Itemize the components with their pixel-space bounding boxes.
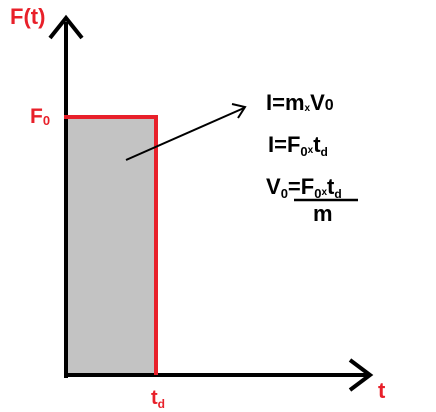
force-label-main: F [30, 105, 43, 128]
eq3-num-time: t [327, 174, 335, 199]
eq2-force-sub: 0 [300, 144, 308, 159]
eq1-velocity: V [310, 90, 325, 115]
force-label [30, 106, 50, 127]
eq2-left: I=F [268, 132, 301, 157]
force-label-sub: 0 [42, 113, 51, 128]
eq2-time: t [313, 132, 321, 157]
eq2-time-sub: d [320, 145, 328, 159]
eq1-velocity-sub: 0 [324, 97, 334, 114]
eq3-num-times: x [321, 187, 328, 198]
duration-label-main: t [151, 387, 158, 409]
eq3-num-force: F [300, 174, 315, 199]
equation-impulse-momentum [266, 92, 334, 114]
duration-label [151, 387, 166, 411]
eq3-equals: = [287, 174, 301, 199]
eq1-times: x [304, 103, 311, 114]
eq3-velocity-sub: 0 [280, 186, 288, 201]
duration-label-sub: d [157, 397, 166, 411]
eq3-velocity: V [266, 174, 281, 199]
eq3-num-force-sub: 0 [314, 186, 322, 201]
x-axis-label: t [378, 378, 386, 403]
eq2-times: x [307, 145, 314, 156]
impulse-area [66, 117, 156, 375]
eq3-num-time-sub: d [334, 187, 342, 201]
y-axis-label: F(t) [10, 4, 46, 29]
equation-velocity [266, 174, 342, 201]
eq1-left: I=m [266, 90, 305, 115]
equation-denominator: m [313, 201, 333, 226]
equation-impulse-force [268, 132, 328, 159]
